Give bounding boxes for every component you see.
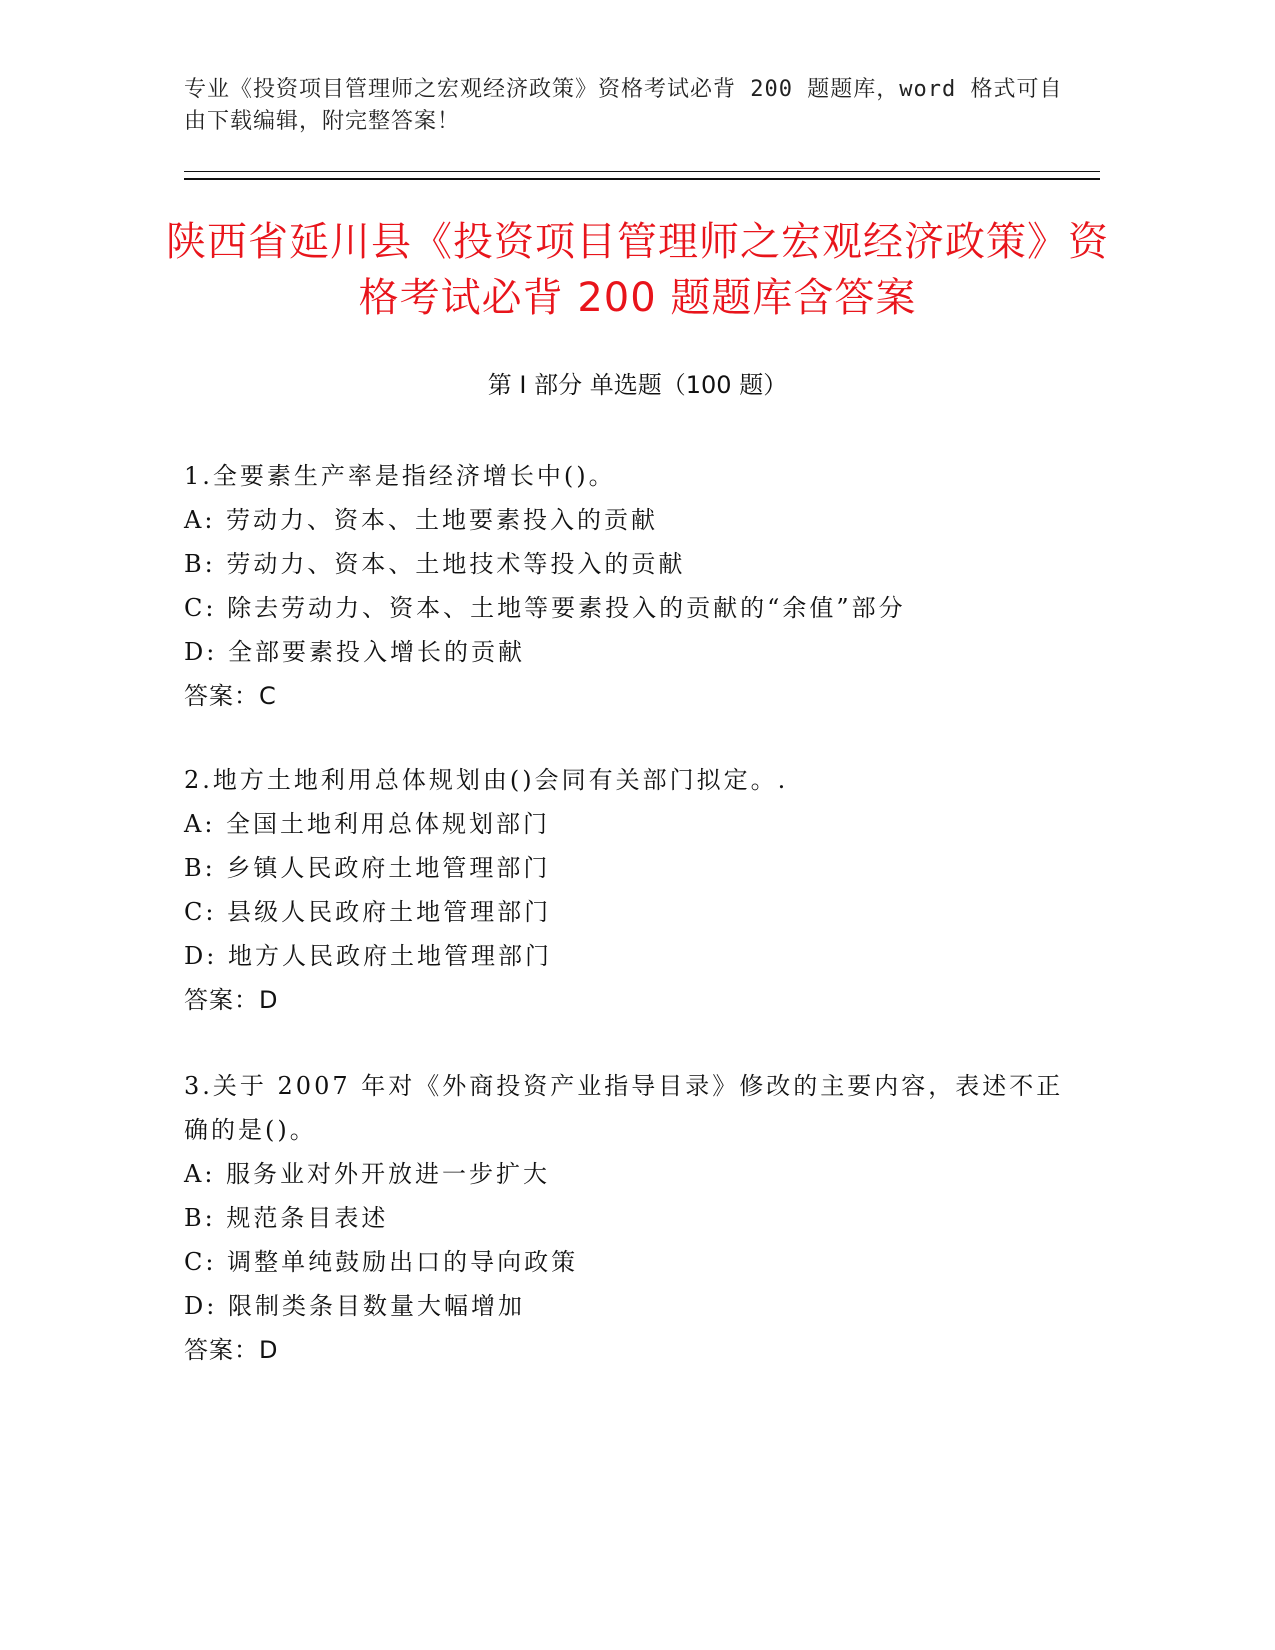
header-note: 专业《投资项目管理师之宏观经济政策》资格考试必背 200 题题库，word 格式可自由下载编辑，附完整答案！ bbox=[184, 77, 1063, 134]
question-block bbox=[184, 454, 1084, 718]
option-a: A: 全国土地利用总体规划部门 bbox=[184, 810, 551, 838]
question-block bbox=[184, 758, 1084, 1022]
option-a: A: 劳动力、资本、土地要素投入的贡献 bbox=[184, 506, 659, 534]
question-stem: 1.全要素生产率是指经济增长中()。 bbox=[184, 462, 616, 490]
question-stem: 2.地方土地利用总体规划由()会同有关部门拟定。. bbox=[184, 766, 789, 794]
question-stem: 3.关于 2007 年对《外商投资产业指导目录》修改的主要内容，表述不正确的是()。 bbox=[184, 1072, 1064, 1144]
header-divider-thick bbox=[184, 178, 1100, 180]
option-c: C: 调整单纯鼓励出口的导向政策 bbox=[184, 1248, 579, 1276]
option-d: D: 地方人民政府土地管理部门 bbox=[184, 942, 552, 970]
question-block bbox=[184, 1064, 1084, 1372]
option-b: B: 乡镇人民政府土地管理部门 bbox=[184, 854, 551, 882]
section-heading: 第 I 部分 单选题（100 题） bbox=[487, 371, 788, 399]
option-d: D: 限制类条目数量大幅增加 bbox=[184, 1292, 525, 1320]
answer-line: 答案：D bbox=[184, 1336, 279, 1364]
option-a: A: 服务业对外开放进一步扩大 bbox=[184, 1160, 551, 1188]
answer-line: 答案：D bbox=[184, 986, 279, 1014]
option-b: B: 劳动力、资本、土地技术等投入的贡献 bbox=[184, 550, 686, 578]
document-title: 陕西省延川县《投资项目管理师之宏观经济政策》资格考试必背 200 题题库含答案 bbox=[166, 219, 1109, 321]
answer-line: 答案：C bbox=[184, 682, 277, 710]
option-c: C: 县级人民政府土地管理部门 bbox=[184, 898, 552, 926]
header-divider-thin bbox=[184, 171, 1100, 172]
option-b: B: 规范条目表述 bbox=[184, 1204, 389, 1232]
option-c: C: 除去劳动力、资本、土地等要素投入的贡献的“余值”部分 bbox=[184, 594, 906, 622]
option-d: D: 全部要素投入增长的贡献 bbox=[184, 638, 525, 666]
